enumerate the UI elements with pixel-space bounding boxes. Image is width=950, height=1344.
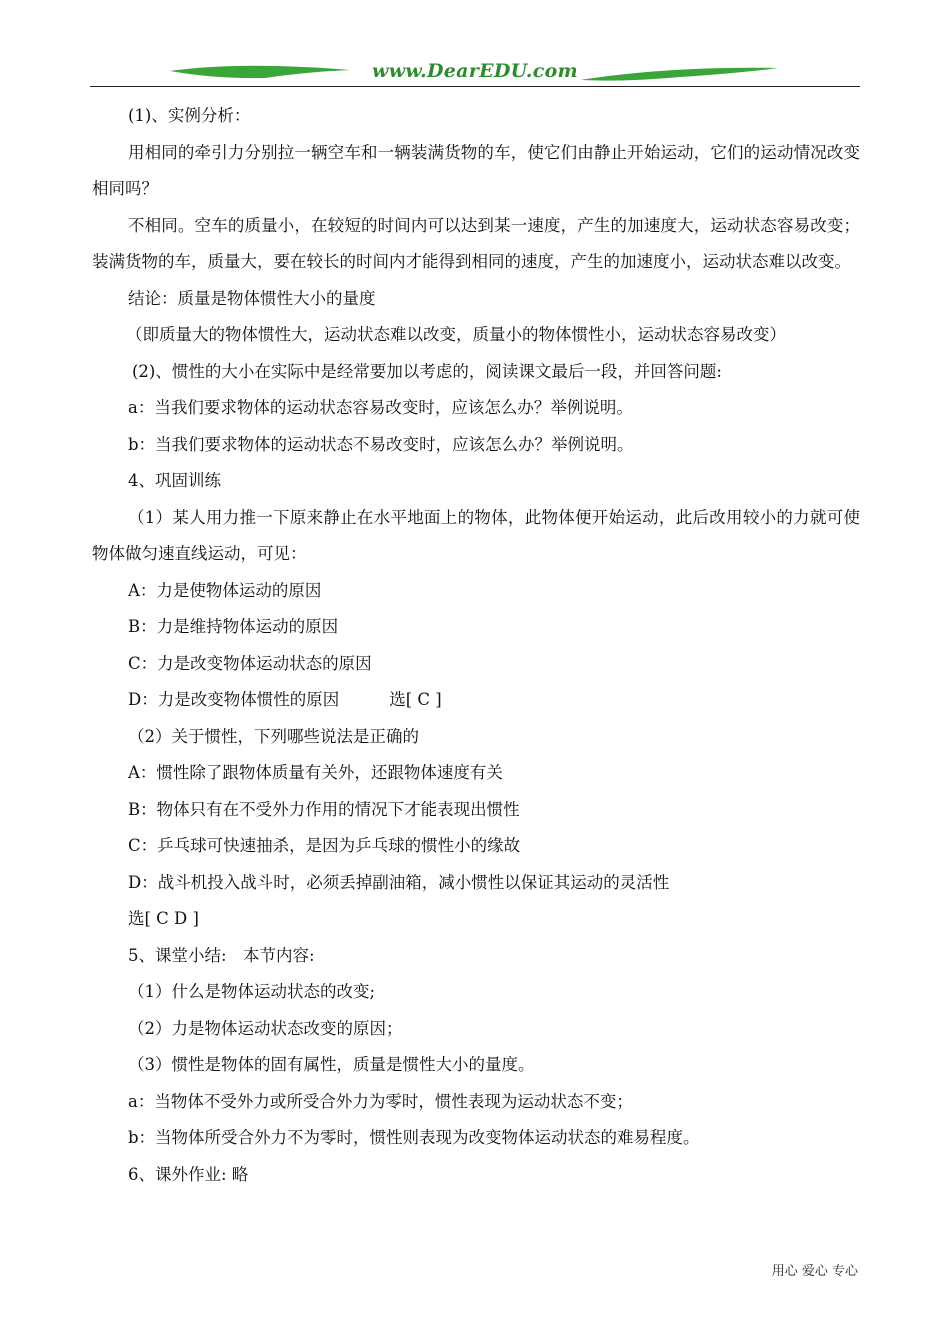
option-line: C：力是改变物体运动状态的原因 bbox=[128, 653, 372, 673]
page-footer: 用心 爱心 专心 bbox=[771, 1264, 858, 1279]
text-line: （即质量大的物体惯性大，运动状态难以改变，质量小的物体惯性小，运动状态容易改变） bbox=[126, 325, 786, 344]
option-line: C：乒乓球可快速抽杀，是因为乒乓球的惯性小的缘故 bbox=[128, 836, 521, 855]
text-line: （2）关于惯性，下列哪些说法是正确的 bbox=[128, 726, 419, 746]
option-line bbox=[92, 682, 860, 719]
text-line: 6、课外作业: 略 bbox=[128, 1164, 249, 1184]
text-line: (1)、实例分析： bbox=[128, 106, 251, 125]
text-line: b：当物体所受合外力不为零时，惯性则表现为改变物体运动状态的难易程度。 bbox=[128, 1128, 700, 1147]
text-line: 4、巩固训练 bbox=[128, 471, 221, 490]
text-line: （1）什么是物体运动状态的改变; bbox=[128, 982, 376, 1001]
text-line: （3）惯性是物体的固有属性，质量是惯性大小的量度。 bbox=[128, 1055, 535, 1074]
text-line: (2)、惯性的大小在实际中是经常要加以考虑的，阅读课文最后一段，并回答问题: bbox=[132, 361, 722, 381]
option-text: D：力是改变物体惯性的原因 bbox=[128, 690, 340, 709]
text-line: b：当我们要求物体的运动状态不易改变时，应该怎么办？举例说明。 bbox=[128, 434, 634, 454]
header-divider bbox=[90, 86, 860, 87]
option-line: B：力是维持物体运动的原因 bbox=[128, 617, 339, 636]
text-line: 结论：质量是物体惯性大小的量度 bbox=[128, 288, 376, 308]
option-line: B：物体只有在不受外力作用的情况下才能表现出惯性 bbox=[128, 799, 520, 819]
text-line: a：当我们要求物体的运动状态容易改变时，应该怎么办？举例说明。 bbox=[128, 398, 633, 417]
text-paragraph: 用相同的牵引力分别拉一辆空车和一辆装满货物的车，使它们由静止开始运动，它们的运动情况改变相同吗？ bbox=[92, 142, 860, 198]
text-paragraph: （1）某人用力推一下原来静止在水平地面上的物体，此物体便开始运动，此后改用较小的力就可使物体做匀速直线运动，可见： bbox=[92, 507, 860, 563]
option-line: A：惯性除了跟物体质量有关外，还跟物体速度有关 bbox=[128, 763, 503, 782]
site-logo-text: www.DearEDU.com bbox=[372, 60, 578, 82]
text-paragraph: 不相同。空车的质量小，在较短的时间内可以达到某一速度，产生的加速度大，运动状态容易改变；装满货物的车，质量大，要在较长的时间内才能得到相同的速度，产生的加速度小，运动状态难以改变。 bbox=[92, 215, 860, 271]
option-line: D：战斗机投入战斗时，必须丢掉副油箱，减小惯性以保证其运动的灵活性 bbox=[128, 872, 670, 892]
text-line: 5、课堂小结: 本节内容: bbox=[128, 945, 315, 965]
answer-line: 选[ C D ] bbox=[128, 909, 199, 928]
option-line: A：力是使物体运动的原因 bbox=[128, 580, 322, 600]
text-line: a：当物体不受外力或所受合外力为零时，惯性表现为运动状态不变； bbox=[128, 1091, 633, 1111]
answer-text: 选[ C ] bbox=[389, 690, 442, 709]
document-body bbox=[92, 98, 860, 1193]
text-line: （2）力是物体运动状态改变的原因； bbox=[128, 1018, 403, 1038]
